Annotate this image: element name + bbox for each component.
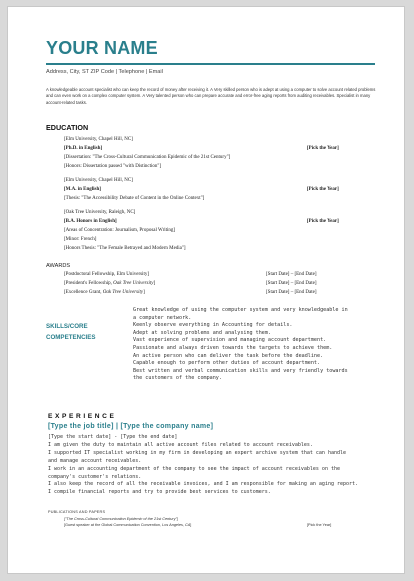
award-label: [President's Fellowship, Oak Tree University] <box>64 281 156 286</box>
experience-line: I also keep the record of all the receivable invoices, and I am responsible for making an aging report. <box>48 481 359 488</box>
publications-heading: PUBLICATIONS AND PAPERS <box>48 510 106 514</box>
skill-line: Best written and verbal communication skills and very friendly towards <box>133 367 348 374</box>
skills-list <box>133 307 373 383</box>
experience-details <box>48 434 378 497</box>
edu-degree: [M.A. in English] <box>64 187 101 192</box>
candidate-name: YOUR NAME <box>46 38 158 58</box>
edu-detail: [Thesis: "The Accessibility Debate of Content in the Online Context"] <box>64 196 205 201</box>
edu-detail: [Honors Thesis: "The Female Betrayed and Modern Media"] <box>64 246 186 251</box>
education-heading: EDUCATION <box>46 123 89 132</box>
award-dates: [Start Date] – [End Date] <box>266 272 317 277</box>
skill-line: Adept at solving problems and analysing them. <box>133 329 272 336</box>
edu-detail: [Areas of Concentration: Journalism, Proposal Writing] <box>64 228 176 233</box>
contact-line: Address, City, ST ZIP Code | Telephone | Email <box>46 69 163 75</box>
header-divider <box>46 63 375 65</box>
publication-year: [Pick the Year] <box>307 523 332 527</box>
edu-detail: [Dissertation: "The Cross-Cultural Communication Epidemic of the 21st Century"] <box>64 155 231 160</box>
skill-line: the customers of the company. <box>133 375 222 382</box>
edu-degree: [B.A. Honors in English] <box>64 219 117 224</box>
edu-detail: [Minor: French] <box>64 237 97 242</box>
edu-year: [Pick the Year] <box>307 219 339 224</box>
award-dates: [Start Date] – [End Date] <box>266 290 317 295</box>
skill-line: Capable enough to perform other duties of account department. <box>133 360 321 367</box>
experience-line: I work in an accounting department of the company to see the impact of account receivables on the <box>48 465 340 472</box>
awards-heading: AWARDS <box>46 263 71 269</box>
edu-detail: [Honors: Dissertation passed "with Distinction"] <box>64 164 162 169</box>
experience-heading: EXPERIENCE <box>48 413 117 420</box>
experience-line: and manage account receivables. <box>48 457 142 464</box>
job-title: [Type the job title] | [Type the company name] <box>48 423 214 430</box>
skill-line: Passionate and always driven towards the targets to achieve them. <box>133 344 333 351</box>
experience-line: [Type the start date] - [Type the end date] <box>48 434 178 440</box>
skill-line: An active person who can deliver the task before the deadline. <box>133 352 324 359</box>
edu-school: [Elm University, Chapel Hill, NC] <box>64 137 133 142</box>
edu-year: [Pick the Year] <box>307 146 339 151</box>
summary-line: at using a computer to solve account related problems and can even work on a complex computer system. A Very talented <box>46 87 376 99</box>
experience-line: company's customer's relations. <box>48 473 142 480</box>
edu-year: [Pick the Year] <box>307 187 339 192</box>
experience-line: I compile financial reports and try to provide best services to customers. <box>48 489 271 496</box>
award-dates: [Start Date] – [End Date] <box>266 281 317 286</box>
edu-degree: [Ph.D. in English] <box>64 146 103 151</box>
summary-line: tasks. <box>76 99 87 105</box>
skill-line: Great knowledge of using the computer system and very knowledgeable in <box>133 307 348 313</box>
skill-line: Vast experience of supervision and managing account department. <box>133 337 327 344</box>
award-label: [Postdoctoral Fellowship, Elm University] <box>64 272 149 277</box>
award-label: [Excellence Grant, Oak Tree University] <box>64 290 145 295</box>
resume-page <box>7 6 405 574</box>
experience-line: I am given the duty to maintain all active account files related to account receivables. <box>48 441 313 448</box>
publication-item: [Guest speaker at the Global Communication Convention, Los Angeles, CA] <box>64 523 192 527</box>
professional-summary <box>46 87 376 106</box>
publication-item: ["The Cross-Cultural Communication Epidemic of the 21st Century"] <box>64 517 178 521</box>
edu-school: [Oak Tree University, Raleigh, NC] <box>64 210 136 215</box>
edu-school: [Elm University, Chapel Hill, NC] <box>64 178 133 183</box>
summary-line: person who can prepare accurate and error-free aging reports from auditing receivables. Specialist in many account-related <box>46 93 371 105</box>
skills-heading: SKILLS/CORE COMPETENCIES <box>46 323 96 341</box>
skill-line: Keenly observe everything in Accounting for details. <box>133 322 293 329</box>
skill-line: a computer network. <box>133 314 192 321</box>
summary-line: A knowledgeable account specialist who can keep the record of money after receiving it. A Very skilled person who is adept <box>46 87 274 92</box>
experience-line: I supported IT specialist working in my firm in developing an expert archive system that can handle <box>48 449 347 456</box>
